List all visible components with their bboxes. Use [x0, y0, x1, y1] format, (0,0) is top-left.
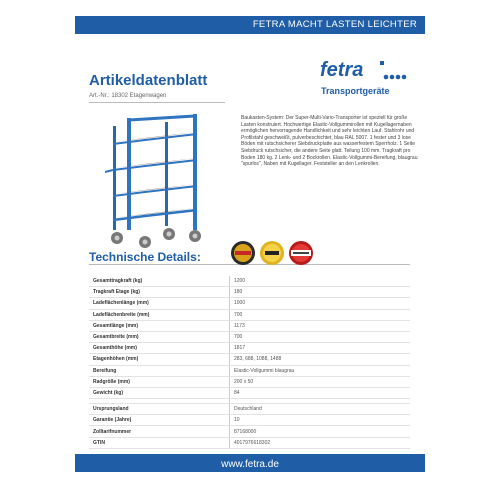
website-link[interactable]: www.fetra.de — [221, 459, 279, 470]
spec-label: Gesamttragkraft (kg) — [89, 276, 230, 287]
footer-banner — [75, 454, 425, 472]
spec-value: 200 x 50 — [230, 376, 411, 387]
spec-label: Tragkraft Etage (kg) — [89, 287, 230, 298]
spec-value: Elastic-Vollgummi blaugrau — [230, 365, 411, 376]
spec-value: 700 — [230, 309, 411, 320]
spec-label: Garantie (Jahre) — [89, 415, 230, 426]
spec-label: Gewicht (kg) — [89, 387, 230, 398]
table-row — [89, 365, 410, 376]
table-row — [89, 331, 410, 342]
slogan: FETRA MACHT LASTEN LEICHTER — [252, 19, 417, 30]
article-number: Art.-Nr.: 18302 Etagenwagen — [89, 93, 167, 99]
spec-value: 10 — [230, 415, 411, 426]
table-row — [89, 376, 410, 387]
table-row — [89, 404, 410, 415]
spec-value: 84 — [230, 387, 411, 398]
spec-value: 1817 — [230, 343, 411, 354]
spec-label: Ursprungsland — [89, 404, 230, 415]
table-row — [89, 309, 410, 320]
spec-value: Deutschland — [230, 404, 411, 415]
brand-tagline: Transportgeräte — [321, 86, 390, 96]
title-divider — [89, 102, 225, 103]
product-description: Baukasten-System: Der Super-Multi-Vario-Transporter ist speziell für große Lasten konstruiert. Hochwertige Elastic-Vollgummirollen mit Kugellagernaben ermöglichen hervorragende Handlichkeit und sehr leichten Lauf. Stahlrohr und Profilstahl geschweißt, pulverbeschichtet, blau RAL 5007. 1 fester und 3 lose Böden mit rutschsicherer Siebdruckplatte aus wasserfestem Sperrholz. 1 Seite Siebdruck rutschsicher, die andere Seite glatt. Teilung 100 mm. Tragkraft pro Boden 180 kg. 2 Lenk- und 2 Bockrollen. Elastic-Vollgummi-Bereifung, blaugrau "spurlos", Naben mit Kugellager. Feststeller an den Lenkrollen. — [241, 115, 418, 168]
spec-value: 87168000 — [230, 426, 411, 437]
table-row — [89, 437, 410, 448]
page-title: Artikeldatenblatt — [89, 72, 208, 89]
logo-wordmark: fetra — [320, 59, 364, 81]
table-row — [89, 354, 410, 365]
table-row — [89, 298, 410, 309]
spec-label: Gesamtbreite (mm) — [89, 331, 230, 342]
specs-table — [89, 276, 410, 449]
table-row — [89, 387, 410, 398]
spec-label: Radgröße (mm) — [89, 376, 230, 387]
warranty-seal-icon — [259, 240, 285, 266]
spec-label: Gesamthöhe (mm) — [89, 343, 230, 354]
product-image — [105, 112, 225, 252]
table-row — [89, 276, 410, 287]
table-row — [89, 320, 410, 331]
fetra-logo — [320, 58, 412, 84]
spec-value: 700 — [230, 331, 411, 342]
spec-value: 283, 688, 1088, 1488 — [230, 354, 411, 365]
spec-label: Ladeflächenlänge (mm) — [89, 298, 230, 309]
spec-value: 180 — [230, 287, 411, 298]
spec-label: Ladeflächenbreite (mm) — [89, 309, 230, 320]
table-row — [89, 343, 410, 354]
quality-seal-icon — [230, 240, 256, 266]
table-row — [89, 426, 410, 437]
spec-label: GTIN — [89, 437, 230, 448]
spec-label: Gesamtlänge (mm) — [89, 320, 230, 331]
top-banner — [75, 16, 425, 34]
spec-value: 4017976618302 — [230, 437, 411, 448]
spec-label: Etagenhöhen (mm) — [89, 354, 230, 365]
spec-label: Bereifung — [89, 365, 230, 376]
spec-value: 1200 — [230, 276, 411, 287]
specs-heading: Technische Details: — [89, 250, 201, 264]
spec-value: 1173 — [230, 320, 411, 331]
table-row — [89, 415, 410, 426]
spec-label: Zolltarifnummer — [89, 426, 230, 437]
table-row — [89, 287, 410, 298]
spec-value: 1000 — [230, 298, 411, 309]
total-stop-seal-icon — [288, 240, 314, 266]
datasheet-page — [75, 0, 425, 500]
